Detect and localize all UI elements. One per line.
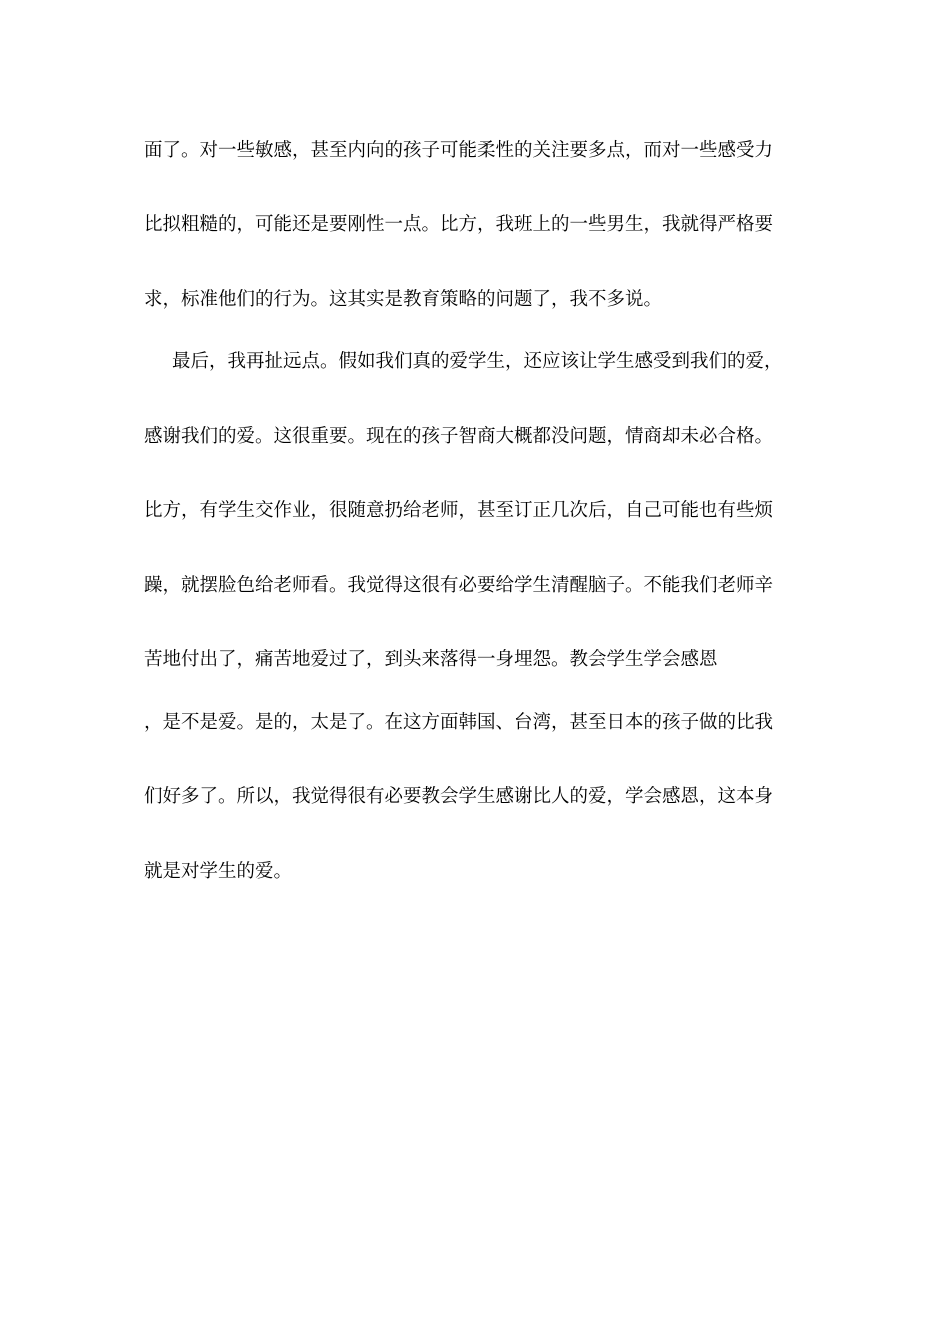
paragraph-first-line: 最后，我再扯远点。假如我们真的爱学生，还应该让学生感受到我们的爱， xyxy=(172,351,783,372)
text-line: 比方，有学生交作业，很随意扔给老师，甚至订正几次后，自己可能也有些烦 xyxy=(144,500,774,521)
text-line: 们好多了。所以，我觉得很有必要教会学生感谢比人的爱，学会感恩，这本身 xyxy=(144,786,774,807)
text-line: 躁，就摆脸色给老师看。我觉得这很有必要给学生清醒脑子。不能我们老师辛 xyxy=(144,575,774,596)
text-line: 感谢我们的爱。这很重要。现在的孩子智商大概都没问题，情商却未必合格。 xyxy=(144,426,774,447)
text-line: ，是不是爱。是的，太是了。在这方面韩国、台湾，甚至日本的孩子做的比我 xyxy=(144,712,774,733)
text-line: 求，标准他们的行为。这其实是教育策略的问题了，我不多说。 xyxy=(144,289,663,310)
text-line: 面了。对一些敏感，甚至内向的孩子可能柔性的关注要多点，而对一些感受力 xyxy=(144,140,774,161)
text-line: 就是对学生的爱。 xyxy=(144,861,293,882)
text-line: 比拟粗糙的，可能还是要刚性一点。比方，我班上的一些男生，我就得严格要 xyxy=(144,214,774,235)
text-line: 苦地付出了，痛苦地爱过了，到头来落得一身埋怨。教会学生学会感恩 xyxy=(144,649,718,670)
